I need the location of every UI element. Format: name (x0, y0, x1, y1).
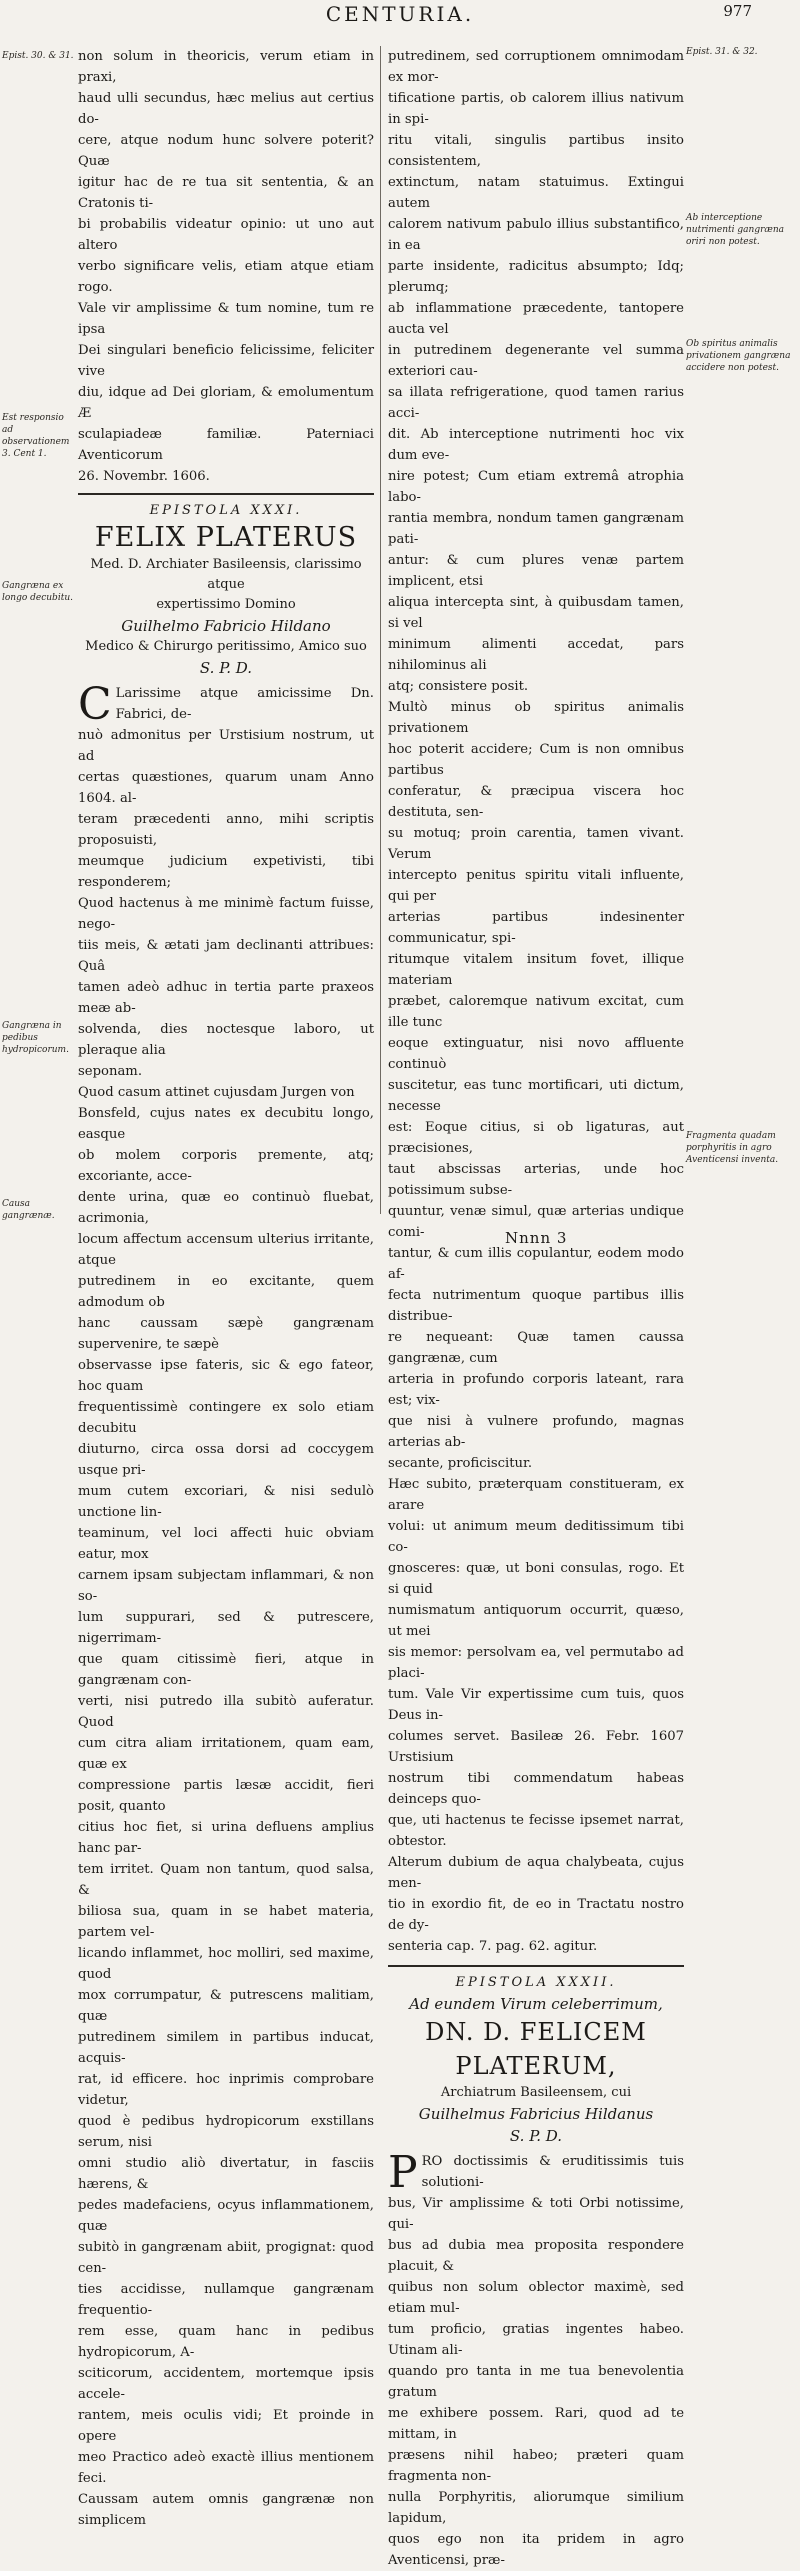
right-column (388, 46, 684, 2571)
margin-note-epist-31: Epist. 31. & 32. (686, 47, 758, 57)
epistola31-subtitle3: Medico & Chirurgo peritissimo, Amico suo (85, 639, 367, 654)
text-line: conferatur, & præcipua viscera hoc destituta, sen- (388, 784, 684, 820)
text-line: columes servet. Basileæ 26. Febr. 1607 Urstisium (388, 1729, 684, 1765)
epistola32-line2: Archiatrum Basileensem, cui (440, 2085, 632, 2100)
text-line: ritu vitali, singulis partibus insito consistentem, (388, 133, 684, 169)
text-line: extinctum, natam statuimus. Extingui autem (388, 175, 684, 211)
text-line: 26. Novembr. 1606. (78, 469, 210, 484)
text-line: Multò minus ob spiritus animalis privationem (388, 700, 684, 736)
text-line: gnosceres: quæ, ut boni consulas, rogo. Et si quid (388, 1561, 684, 1597)
text-line: mox corrumpatur, & putrescens malitiam, quæ (78, 1988, 374, 2024)
text-line: Hæc subito, præterquam constitueram, ex arare (388, 1477, 684, 1513)
text-line: tamen adeò adhuc in tertia parte praxeos meæ ab- (78, 980, 374, 1016)
text-line: in putredinem degenerante vel summa exteriori cau- (388, 343, 684, 379)
text-line: locum affectum accensum ulterius irritante, atque (78, 1232, 374, 1268)
text-line: pedes madefaciens, ocyus inflammationem, quæ (78, 2198, 374, 2234)
text-line: tiis meis, & ætati jam declinanti attribues: Quâ (78, 938, 374, 974)
column-divider (380, 46, 381, 1214)
section-rule (388, 1965, 684, 1967)
text-line: Quod casum attinet cujusdam Jurgen von (78, 1085, 355, 1100)
text-line: lum suppurari, sed & putrescere, nigerrimam- (78, 1610, 374, 1646)
text-line: quos ego non ita pridem in agro Aventicensi, præ- (388, 2532, 684, 2568)
text-line: tantur, & cum illis copulantur, eodem modo af- (388, 1246, 684, 1282)
text-line: præbet, caloremque nativum excitat, cum ille tunc (388, 994, 684, 1030)
epistola32-name: DN. D. FELICEM PLATERUM, (425, 2018, 647, 2080)
epistola31-greeting: S. P. D. (199, 659, 253, 677)
epistola32-heading: EPISTOLA XXXII. (455, 1975, 617, 1990)
text-line: Alterum dubium de aqua chalybeata, cujus men- (388, 1855, 684, 1891)
text-line: antur: & cum plures venæ partem implicent, etsi (388, 553, 684, 589)
text-line: nire potest; Cum etiam extremâ atrophia labo- (388, 469, 684, 505)
text-line: volui: ut animum meum deditissimum tibi co- (388, 1519, 684, 1555)
text-line: Larissime atque amicissime Dn. Fabrici, de- (115, 686, 374, 722)
signature-mark: Nnnn 3 (505, 1229, 568, 1247)
text-line: sculapiadeæ familiæ. Paterniaci Aventicorum (78, 427, 374, 463)
text-line: subitò in gangrænam abiit, progignat: quod cen- (78, 2240, 374, 2276)
text-line: certas quæstiones, quarum unam Anno 1604. al- (78, 770, 374, 806)
epistola31-author: FELIX PLATERUS (94, 522, 358, 553)
text-line: hoc poterit accidere; Cum is non omnibus partibus (388, 742, 684, 778)
page-number: 977 (723, 2, 752, 20)
text-line: Vale vir amplissime & tum nomine, tum re ipsa (78, 301, 374, 337)
text-line: hanc caussam sæpè gangrænam supervenire, te sæpè (78, 1316, 374, 1352)
epistola32-line3: Guilhelmus Fabricius Hildanus (418, 2105, 654, 2123)
text-line: suscitetur, eas tunc mortificari, uti dictum, necesse (388, 1078, 684, 1114)
epistola31-heading: EPISTOLA XXXI. (149, 503, 303, 518)
text-line: secante, proficiscitur. (388, 1456, 533, 1471)
text-line: senteria cap. 7. pag. 62. agitur. (388, 1939, 598, 1954)
text-line: tificatione partis, ob calorem illius nativum in spi- (388, 91, 684, 127)
text-line: omni studio aliò divertatur, in fasciis hærens, & (78, 2156, 374, 2192)
epistola31-subtitle1: Med. D. Archiater Basileensis, clarissimo atque (90, 557, 362, 592)
text-line: est: Eoque citius, si ob ligaturas, aut præcisiones, (388, 1120, 684, 1156)
epistola31-continuation (388, 46, 684, 1957)
text-line: parte insidente, radicitus absumpto; Idq; plerumq; (388, 259, 684, 295)
drop-cap: C (78, 679, 112, 730)
text-line: bus ad dubia mea proposita respondere placuit, & (388, 2238, 684, 2274)
running-head: CENTURIA. (325, 2, 475, 26)
text-line: minimum alimenti accedat, pars nihilominus ali (388, 637, 684, 673)
text-line: tio in exordio fit, de eo in Tractatu nostro de dy- (388, 1897, 684, 1933)
text-line: licando inflammet, hoc molliri, sed maxime, quod (78, 1946, 374, 1982)
text-line: que quam citissimè fieri, atque in gangrænam con- (78, 1652, 374, 1688)
text-line: mum cutem excoriari, & nisi sedulò unctione lin- (78, 1484, 374, 1520)
text-line: Caussam autem omnis gangrænæ non simplicem (78, 2492, 374, 2528)
text-line: bi probabilis videatur opinio: ut uno aut altero (78, 217, 374, 253)
text-line: verti, nisi putredo illa subitò auferatur. Quod (78, 1694, 374, 1730)
text-line: que, uti hactenus te fecisse ipsemet narrat, obtestor. (388, 1813, 684, 1849)
text-line: nulla Porphyritis, aliorumque similium lapidum, (388, 2490, 684, 2526)
text-line: arterias partibus indesinenter communicatur, spi- (388, 910, 684, 946)
text-line: quuntur, venæ simul, quæ arterias undique comi- (388, 1204, 684, 1240)
text-line: præsens nihil habeo; præteri quam fragmenta non- (388, 2448, 684, 2484)
epistola32-body (388, 2147, 684, 2571)
section-rule (78, 493, 374, 495)
text-line: bus, Vir amplissime & toti Orbi notissime, qui- (388, 2196, 684, 2232)
text-line: igitur hac de re tua sit sententia, & an Cratonis ti- (78, 175, 374, 211)
text-line: meumque judicium expetivisti, tibi responderem; (78, 854, 374, 890)
text-line: re nequeant: Quæ tamen caussa gangrænæ, cum (388, 1330, 684, 1366)
text-line: tum proficio, gratias ingentes habeo. Utinam ali- (388, 2322, 684, 2358)
text-line: compressione partis læsæ accidit, fieri posit, quanto (78, 1778, 374, 1814)
text-line: putredinem, sed corruptionem omnimodam ex mor- (388, 49, 684, 85)
text-line: tem irritet. Quam non tantum, quod salsa, & (78, 1862, 374, 1898)
text-line: sciticorum, accidentem, mortemque ipsis accele- (78, 2366, 374, 2402)
epistola32-greeting: S. P. D. (509, 2127, 563, 2145)
text-line: su motuq; proin carentia, tamen vivant. Verum (388, 826, 684, 862)
text-line: rat, id efficere. hoc inprimis comprobare videtur, (78, 2072, 374, 2108)
text-line: RO doctissimis & eruditissimis tuis solutioni- (421, 2154, 684, 2190)
text-line: fecta nutrimentum quoque partibus illis distribue- (388, 1288, 684, 1324)
text-line: rem esse, quam hanc in pedibus hydropicorum, A- (78, 2324, 374, 2360)
margin-note-fragmenta: Fragmenta quadam porphyritis in agro Aventicensi inventa. (686, 1131, 779, 1165)
text-line: nostrum tibi commendatum habeas deinceps quo- (388, 1771, 684, 1807)
text-line: putredinem similem in partibus inducat, acquis- (78, 2030, 374, 2066)
margin-note-responsio: Est responsio ad observationem 3. Cent 1. (2, 413, 70, 459)
epistola32-line1: Ad eundem Virum celeberrimum, (409, 1995, 663, 2013)
text-line: me exhibere possem. Rari, quod ad te mittam, in (388, 2406, 684, 2442)
text-line: tum. Vale Vir expertissime cum tuis, quos Deus in- (388, 1687, 684, 1723)
margin-note-spiritus: Ob spiritus animalis privationem gangræna accidere non potest. (686, 339, 791, 373)
text-line: eoque extinguatur, nisi novo affluente continuò (388, 1036, 684, 1072)
text-line: verbo significare velis, etiam atque etiam rogo. (78, 259, 374, 295)
text-line: ab inflammatione præcedente, tantopere aucta vel (388, 301, 684, 337)
text-line: haud ulli secundus, hæc melius aut certius do- (78, 91, 374, 127)
text-line: rantia membra, nondum tamen gangrænam pati- (388, 511, 684, 547)
text-line: Dei singulari beneficio felicissime, feliciter vive (78, 343, 374, 379)
text-line: cere, atque nodum hunc solvere poterit? Quæ (78, 133, 374, 169)
text-line: dente urina, quæ eo continuò fluebat, acrimonia, (78, 1190, 374, 1226)
text-line: frequentissimè contingere ex solo etiam decubitu (78, 1400, 374, 1436)
text-line: ritumque vitalem insitum fovet, illique materiam (388, 952, 684, 988)
text-line: quibus non solum oblector maximè, sed etiam mul- (388, 2280, 684, 2316)
text-line: Bonsfeld, cujus nates ex decubitu longo, easque (78, 1106, 374, 1142)
text-line: citius hoc fiet, si urina defluens amplius hanc par- (78, 1820, 374, 1856)
margin-note-hydropicorum: Gangræna in pedibus hydropicorum. (2, 1021, 69, 1055)
text-line: ob molem corporis premente, atq; excoriante, acce- (78, 1148, 374, 1184)
text-line: sis memor: persolvam ea, vel permutabo ad placi- (388, 1645, 684, 1681)
text-line: aliqua intercepta sint, à quibusdam tamen, si vel (388, 595, 684, 631)
text-line: numismatum antiquorum occurrit, quæso, ut mei (388, 1603, 684, 1639)
text-line: quando pro tanta in me tua benevolentia gratum (388, 2364, 684, 2400)
text-line: quod è pedibus hydropicorum exstillans serum, nisi (78, 2114, 374, 2150)
text-line: cum citra aliam irritationem, quam eam, quæ ex (78, 1736, 374, 1772)
text-line: non solum in theoricis, verum etiam in praxi, (78, 49, 374, 85)
margin-note-nutrimenti: Ab interceptione nutrimenti gangræna oriri non potest. (686, 213, 785, 247)
text-line: carnem ipsam subjectam inflammari, & non so- (78, 1568, 374, 1604)
epistola31-addressee: Guilhelmo Fabricio Hildano (121, 617, 331, 635)
text-line: rantem, meis oculis vidi; Et proinde in opere (78, 2408, 374, 2444)
text-line: solvenda, dies noctesque laboro, ut pleraque alia (78, 1022, 374, 1058)
text-line: seponam. (78, 1064, 143, 1079)
text-line: atq; consistere posit. (388, 679, 529, 694)
drop-cap: P (388, 2147, 418, 2198)
left-column (78, 46, 374, 2531)
epistola31-body (78, 679, 374, 2531)
text-line: que nisi à vulnere profundo, magnas arterias ab- (388, 1414, 684, 1450)
text-line: calorem nativum pabulo illius substantifico, in ea (388, 217, 684, 253)
text-line: teaminum, vel loci affecti huic obviam eatur, mox (78, 1526, 374, 1562)
margin-note-causa: Causa gangrænæ. (2, 1199, 55, 1221)
text-line: putredinem in eo excitante, quem admodum ob (78, 1274, 374, 1310)
text-line: biliosa sua, quam in se habet materia, partem vel- (78, 1904, 374, 1940)
text-line: taut abscissas arterias, unde hoc potissimum subse- (388, 1162, 684, 1198)
text-line: dit. Ab interceptione nutrimenti hoc vix dum eve- (388, 427, 684, 463)
margin-note-decubitu: Gangræna ex longo decubitu. (2, 581, 73, 603)
margin-note-epist-30: Epist. 30. & 31. (2, 51, 74, 61)
text-line: meo Practico adeò exactè illius mentionem feci. (78, 2450, 374, 2486)
text-line: sa illata refrigeratione, quod tamen rarius acci- (388, 385, 684, 421)
text-line: diu, idque ad Dei gloriam, & emolumentum Æ (78, 385, 374, 421)
text-line: arteria in profundo corporis lateant, rara est; vix- (388, 1372, 684, 1408)
text-line: ties accidisse, nullamque gangrænam frequentio- (78, 2282, 374, 2318)
text-line: teram præcedenti anno, mihi scriptis proposuisti, (78, 812, 374, 848)
epistola31-subtitle2: expertissimo Domino (156, 597, 296, 612)
text-line: diuturno, circa ossa dorsi ad coccygem usque pri- (78, 1442, 374, 1478)
epistola30-closing (78, 46, 374, 487)
text-line: Quod hactenus à me minimè factum fuisse, nego- (78, 896, 374, 932)
text-line: intercepto penitus spiritu vitali influente, qui per (388, 868, 684, 904)
text-line: observasse ipse fateris, sic & ego fateor, hoc quam (78, 1358, 374, 1394)
text-line: nuò admonitus per Urstisium nostrum, ut ad (78, 728, 374, 764)
